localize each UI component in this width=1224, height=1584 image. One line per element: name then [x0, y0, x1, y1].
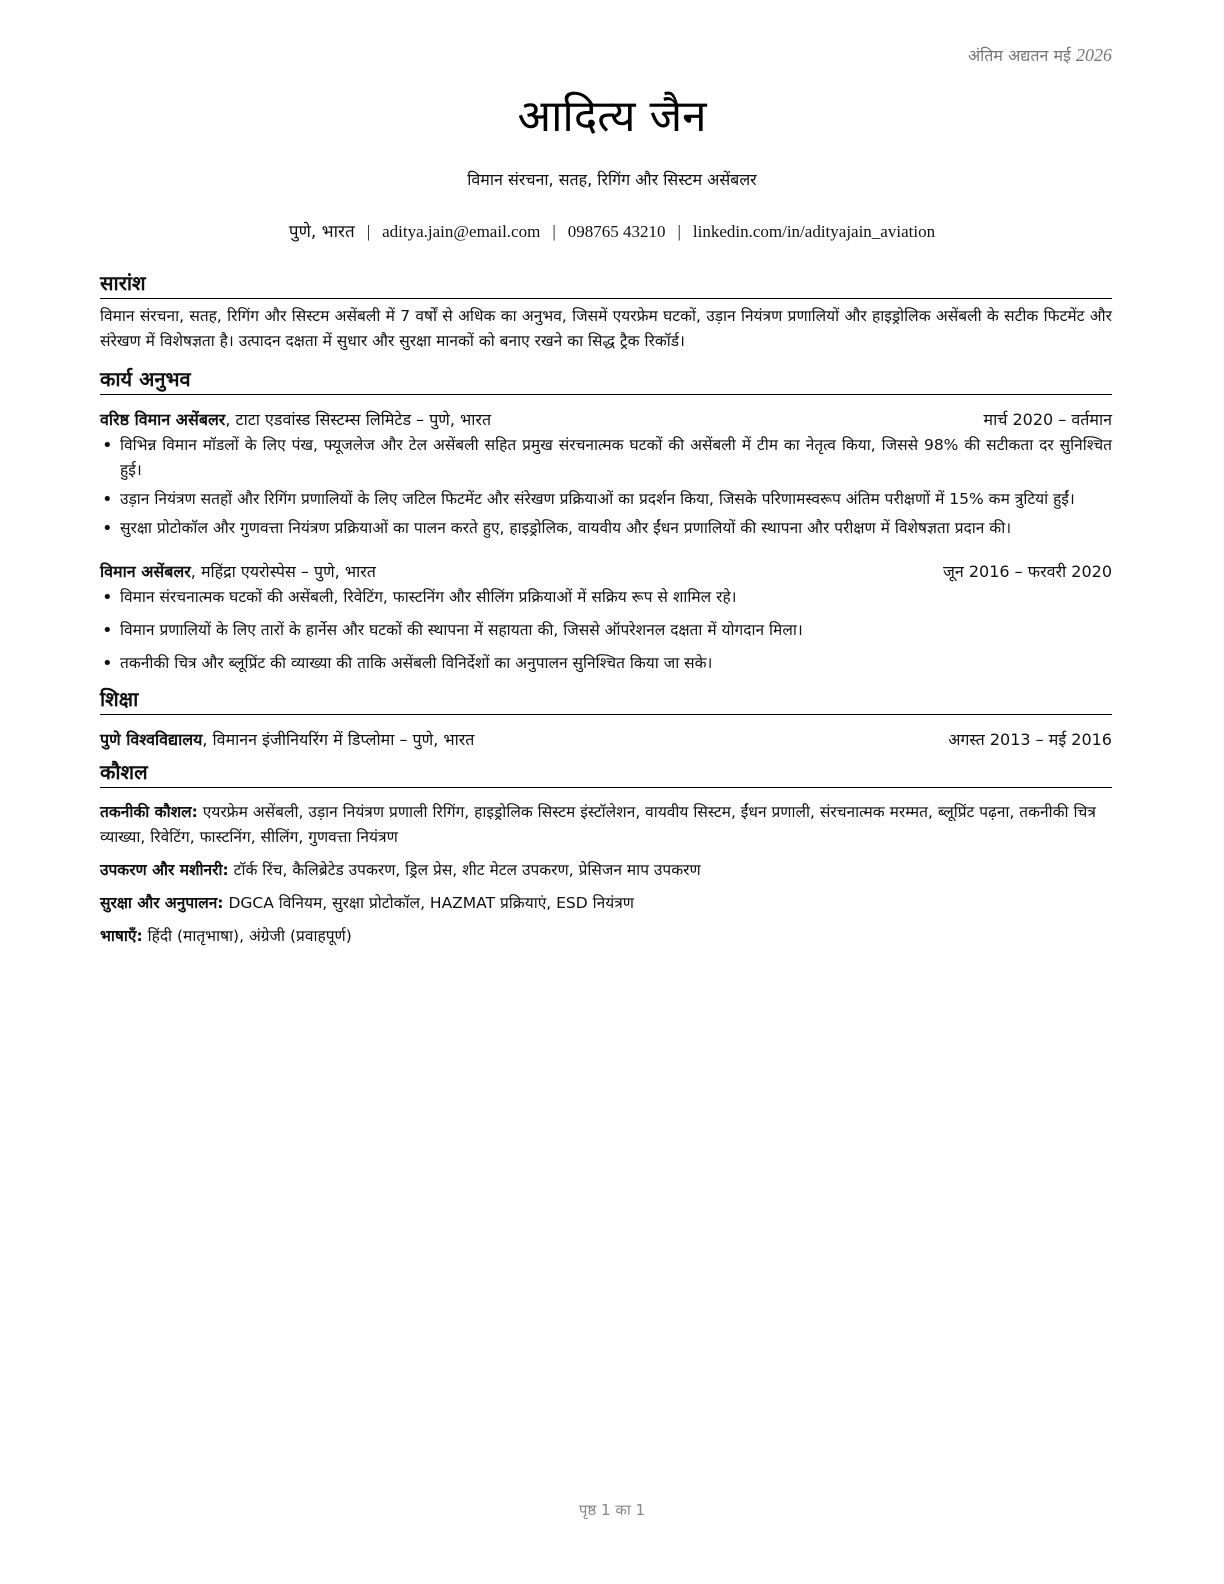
skill-label: सुरक्षा और अनुपालन: — [100, 894, 224, 912]
skill-value: टॉर्क रिंच, कैलिब्रेटेड उपकरण, ड्रिल प्रेस, शीट मेटल उपकरण, प्रेसिजन माप उपकरण — [228, 861, 701, 879]
job-bullet: • विभिन्न विमान मॉडलों के लिए पंख, फ्यूजलेज और टेल असेंबली सहित प्रमुख संरचनात्मक घटकों की असेंबली में टीम का नेतृत्व किया, जिससे 98% की सटीकता दर सुनिश्चित हुई। — [100, 433, 1112, 483]
separator: | — [677, 222, 681, 241]
job-bullets — [100, 433, 1112, 541]
summary-section — [100, 270, 1112, 354]
experience-section — [100, 366, 1112, 676]
skills-section — [100, 759, 1112, 949]
education-dates: अगस्त 2013 – मई 2016 — [948, 730, 1112, 749]
job-entry — [100, 559, 1112, 676]
job-bullet: • विमान संरचनात्मक घटकों की असेंबली, रिवेटिंग, फास्टनिंग और सीलिंग प्रक्रियाओं में सक्रिय रूप से शामिल रहे। — [100, 585, 1112, 610]
job-bullets — [100, 585, 1112, 676]
skill-value: हिंदी (मातृभाषा), अंग्रेजी (प्रवाहपूर्ण) — [142, 927, 352, 945]
section-heading-skills: कौशल — [100, 759, 1112, 788]
education-institution-detail — [100, 727, 474, 753]
separator: | — [552, 222, 556, 241]
section-heading-education: शिक्षा — [100, 686, 1112, 715]
skills-list — [100, 800, 1112, 949]
education-institution: पुणे विश्वविद्यालय — [100, 730, 203, 749]
education-detail: , विमानन इंजीनियरिंग में डिप्लोमा – पुणे, भारत — [202, 730, 475, 749]
job-dates: जून 2016 – फरवरी 2020 — [943, 562, 1112, 581]
education-section — [100, 686, 1112, 753]
contact-linkedin[interactable]: linkedin.com/in/adityajain_aviation — [692, 222, 936, 241]
section-heading-summary: सारांश — [100, 270, 1112, 299]
skill-line — [100, 924, 1112, 949]
contact-line — [0, 219, 1224, 242]
contact-email[interactable]: aditya.jain@email.com — [382, 222, 541, 241]
skill-line — [100, 800, 1112, 850]
skill-line — [100, 858, 1112, 883]
skill-value: DGCA विनियम, सुरक्षा प्रोटोकॉल, HAZMAT प्रक्रियाएं, ESD नियंत्रण — [223, 894, 634, 912]
candidate-name: आदित्य जैन — [517, 91, 707, 142]
skill-line — [100, 891, 1112, 916]
page-number: पृष्ठ 1 का 1 — [578, 1501, 646, 1519]
job-role: विमान असेंबलर — [100, 562, 191, 581]
separator: | — [366, 222, 371, 241]
skill-label: उपकरण और मशीनरी: — [100, 861, 229, 879]
job-bullet: • उड़ान नियंत्रण सतहों और रिगिंग प्रणालियों के लिए जटिल फिटमेंट और संरेखण प्रक्रियाओं का प्रदर्शन किया, जिसके परिणामस्वरूप अंतिम परीक्षणों में 15% कम त्रुटियां हुईं। — [100, 487, 1112, 512]
last-updated-year: 2026 — [1076, 45, 1112, 65]
job-role-company — [100, 559, 376, 585]
skill-label: भाषाएँ: — [100, 927, 143, 945]
last-updated-label: अंतिम अद्यतन मई — [967, 46, 1071, 65]
contact-location: पुणे, भारत — [288, 222, 355, 242]
job-entry — [100, 407, 1112, 541]
resume-body — [100, 270, 1112, 957]
job-dates: मार्च 2020 – वर्तमान — [983, 410, 1112, 429]
skill-label: तकनीकी कौशल: — [100, 803, 198, 821]
job-role: वरिष्ठ विमान असेंबलर — [100, 410, 226, 429]
job-company: , महिंद्रा एयरोस्पेस – पुणे, भारत — [190, 562, 376, 581]
last-updated — [968, 44, 1112, 66]
summary-text: विमान संरचना, सतह, रिगिंग और सिस्टम असेंबली में 7 वर्षों से अधिक का अनुभव, जिसमें एयरफ्रेम घटकों, उड़ान नियंत्रण प्रणालियों और हाइड्रोलिक असेंबली के सटीक फिटमेंट और संरेखण में विशेषज्ञता है। उत्पादन दक्षता में सुधार और सुरक्षा मानकों को बनाए रखने का सिद्ध ट्रैक रिकॉर्ड। — [100, 307, 1112, 350]
job-header — [100, 559, 1112, 585]
job-bullet: • सुरक्षा प्रोटोकॉल और गुणवत्ता नियंत्रण प्रक्रियाओं का पालन करते हुए, हाइड्रोलिक, वायवीय और ईंधन प्रणालियों की स्थापना और परीक्षण में विशेषज्ञता प्रदान की। — [100, 516, 1112, 541]
job-header — [100, 407, 1112, 433]
job-role-company — [100, 407, 491, 433]
job-bullet: • विमान प्रणालियों के लिए तारों के हार्नेस और घटकों की स्थापना में सहायता की, जिससे ऑपरेशनल दक्षता में योगदान मिला। — [100, 618, 1112, 643]
job-company: , टाटा एडवांस्ड सिस्टम्स लिमिटेड – पुणे, भारत — [225, 410, 492, 429]
candidate-title: विमान संरचना, सतह, रिगिंग और सिस्टम असेंबलर — [467, 170, 757, 189]
job-bullet: • तकनीकी चित्र और ब्लूप्रिंट की व्याख्या की ताकि असेंबली विनिर्देशों का अनुपालन सुनिश्चित किया जा सके। — [100, 651, 1112, 676]
skill-value: एयरफ्रेम असेंबली, उड़ान नियंत्रण प्रणाली रिगिंग, हाइड्रोलिक सिस्टम इंस्टॉलेशन, वायवीय सिस्टम, ईंधन प्रणाली, संरचनात्मक मरम्मत, ब्लूप्रिंट पढ़ना, तकनीकी चित्र व्याख्या, रिवेटिंग, फास्टनिंग, सीलिंग, गुणवत्ता नियंत्रण — [100, 803, 1096, 846]
education-entry — [100, 727, 1112, 753]
section-heading-experience: कार्य अनुभव — [100, 366, 1112, 395]
contact-phone[interactable]: 098765 43210 — [567, 222, 666, 241]
